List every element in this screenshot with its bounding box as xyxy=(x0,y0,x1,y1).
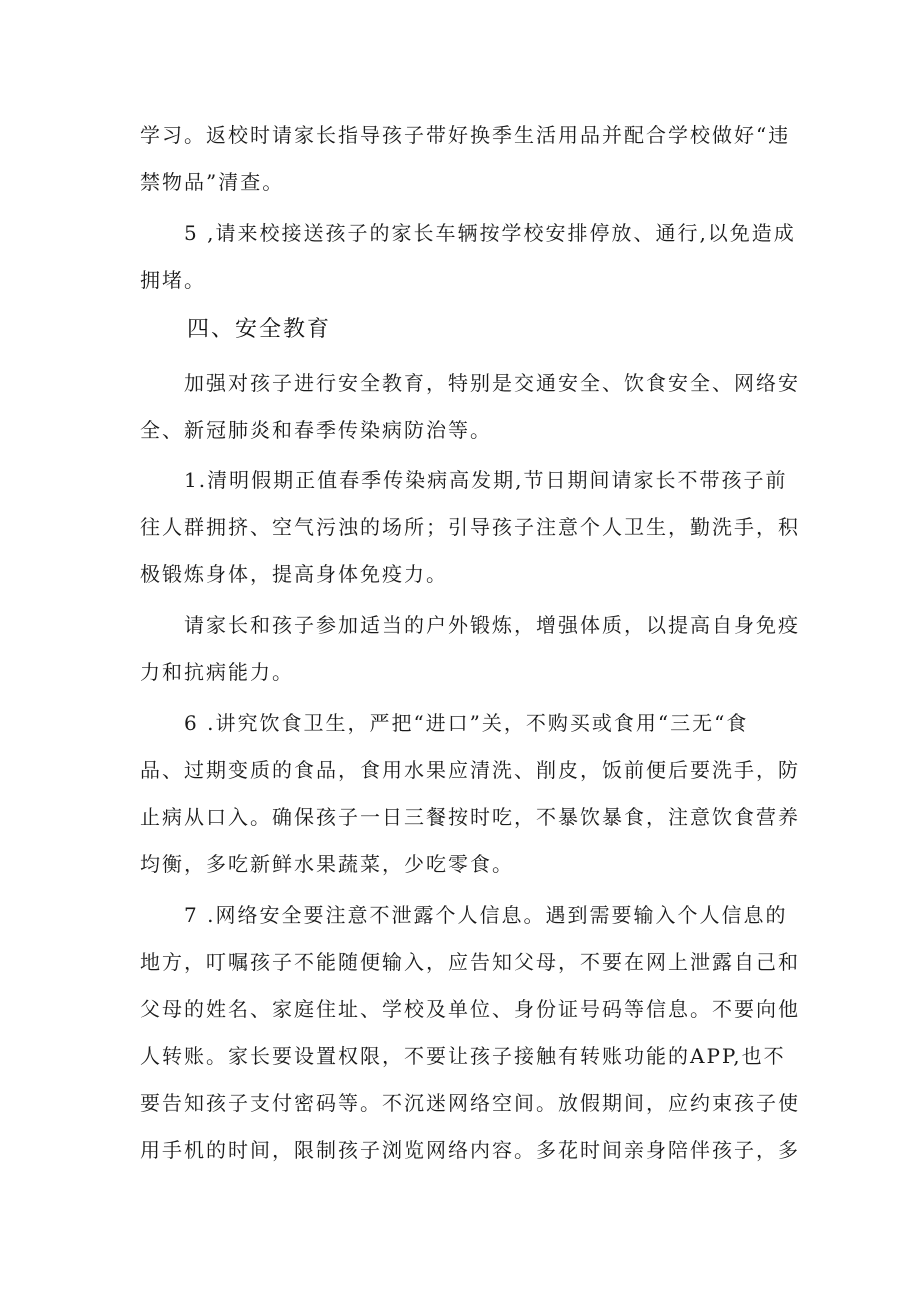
paragraph-item-1 xyxy=(140,457,800,598)
text-line: 拥堵。 xyxy=(140,268,206,292)
paragraph-intro xyxy=(140,360,800,454)
text-line: 1.清明假期正值春季传染病高发期,节日期间请家长不带孩子前 xyxy=(184,468,788,492)
text-line: 6 .讲究饮食卫生，严把“进口”关，不购买或食用“三无“食 xyxy=(184,711,749,735)
text-line: 往人群拥挤、空气污浊的场所；引导孩子注意个人卫生，勤洗手，积 xyxy=(140,515,800,539)
text-line: 学习。返校时请家长指导孩子带好换季生活用品并配合学校做好“违 xyxy=(140,123,791,147)
paragraph-item-5 xyxy=(140,210,796,304)
text-line: 5 ,请来校接送孩子的家长车辆按学校安排停放、通行,以免造成 xyxy=(184,221,796,245)
text-line: 父母的姓名、家庭住址、学校及单位、身份证号码等信息。不要向他 xyxy=(140,997,800,1021)
text-line: 人转账。家长要设置权限，不要让孩子接触有转账功能的APP,也不 xyxy=(140,1044,786,1068)
paragraph-item-7 xyxy=(140,892,800,1174)
text-line: 用手机的时间，限制孩子浏览网络内容。多花时间亲身陪伴孩子，多 xyxy=(140,1138,800,1162)
text-line: 力和抗病能力。 xyxy=(140,660,294,684)
section-heading: 四、安全教育 xyxy=(187,317,332,342)
text-line: 均衡，多吃新鲜水果蔬菜，少吃零食。 xyxy=(140,852,514,876)
paragraph-exercise xyxy=(140,602,800,696)
text-line: 加强对孩子进行安全教育，特别是交通安全、饮食安全、网络安 xyxy=(184,371,800,395)
text-line: 7 .网络安全要注意不泄露个人信息。遇到需要输入个人信息的 xyxy=(184,903,788,927)
text-line: 请家长和孩子参加适当的户外锻炼，增强体质，以提高自身免疫 xyxy=(184,613,800,637)
text-line: 禁物品”清查。 xyxy=(140,170,285,194)
text-line: 止病从口入。确保孩子一日三餐按时吃，不暴饮暴食，注意饮食营养 xyxy=(140,805,800,829)
text-line: 极锻炼身体，提高身体免疫力。 xyxy=(140,562,448,586)
text-line: 全、新冠肺炎和春季传染病防治等。 xyxy=(140,418,492,442)
text-line: 要告知孩子支付密码等。不沉迷网络空间。放假期间，应约束孩子使 xyxy=(140,1091,800,1115)
paragraph-item-6 xyxy=(140,700,800,888)
text-line: 品、过期变质的食品，食用水果应清洗、削皮，饭前便后要洗手，防 xyxy=(140,758,800,782)
paragraph-continuation xyxy=(140,112,790,206)
text-line: 地方，叮嘱孩子不能随便输入，应告知父母，不要在网上泄露自己和 xyxy=(140,950,800,974)
